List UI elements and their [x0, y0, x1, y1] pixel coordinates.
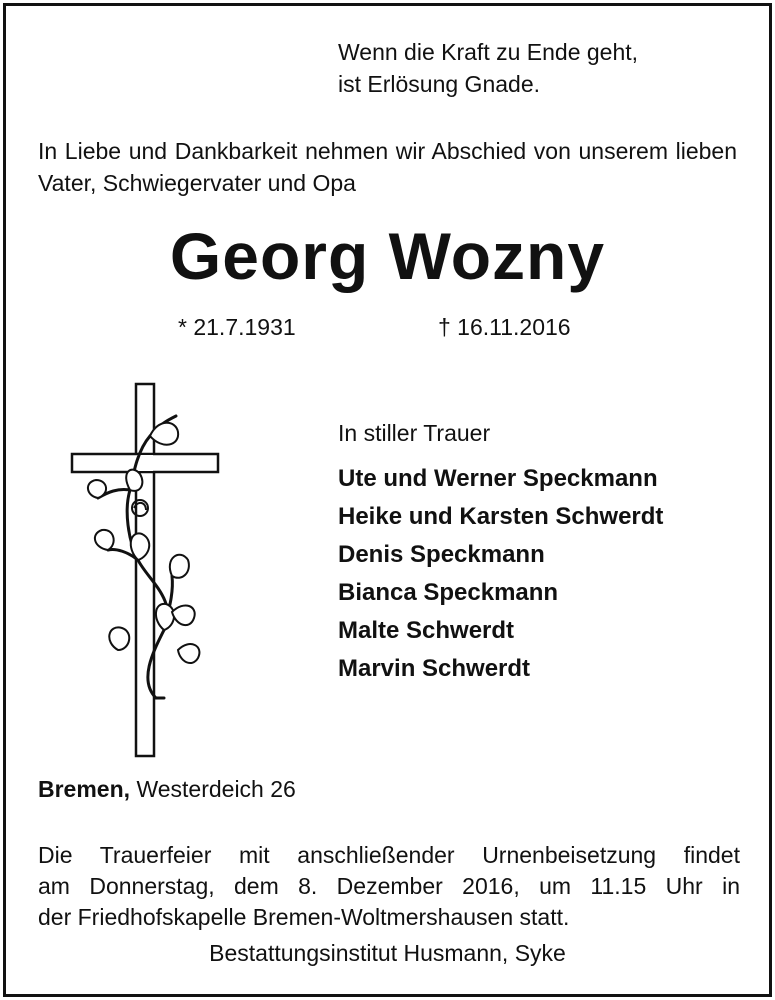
ceremony-line-3: der Friedhofskapelle Bremen-Woltmershausen statt. [38, 904, 570, 930]
intro-text: In Liebe und Dankbarkeit nehmen wir Abschied von unserem lieben Vater, Schwiegervater und Opa [38, 138, 737, 196]
birth-date: * 21.7.1931 [178, 314, 296, 340]
mourners-list [338, 460, 663, 688]
ceremony-info [38, 840, 740, 933]
address [38, 776, 296, 803]
mourner-name: Heike und Karsten Schwerdt [338, 503, 664, 530]
mourning-intro: In stiller Trauer [338, 420, 491, 446]
undertaker: Bestattungsinstitut Husmann, Syke [209, 940, 566, 966]
deceased-name: Georg Wozny [169, 219, 606, 293]
motto-line-1: Wenn die Kraft zu Ende geht, [338, 39, 639, 65]
cross-with-rose-icon [68, 380, 222, 760]
mourner-name: Bianca Speckmann [338, 579, 559, 606]
motto-line-2: ist Erlösung Gnade. [338, 71, 541, 97]
motto [338, 36, 638, 100]
mourner-name: Ute und Werner Speckmann [338, 465, 658, 492]
death-date: † 16.11.2016 [438, 314, 571, 340]
mourner-name: Denis Speckmann [338, 541, 545, 568]
ceremony-line-2: am Donnerstag, dem 8. Dezember 2016, um 11.15 Uhr in [38, 873, 740, 899]
ceremony-line-1: Die Trauerfeier mit anschließender Urnenbeisetzung findet [38, 842, 740, 868]
address-city: Bremen, [38, 776, 131, 802]
address-street: Westerdeich 26 [136, 776, 296, 802]
mourner-name: Marvin Schwerdt [338, 655, 531, 682]
mourner-name: Malte Schwerdt [338, 617, 515, 644]
